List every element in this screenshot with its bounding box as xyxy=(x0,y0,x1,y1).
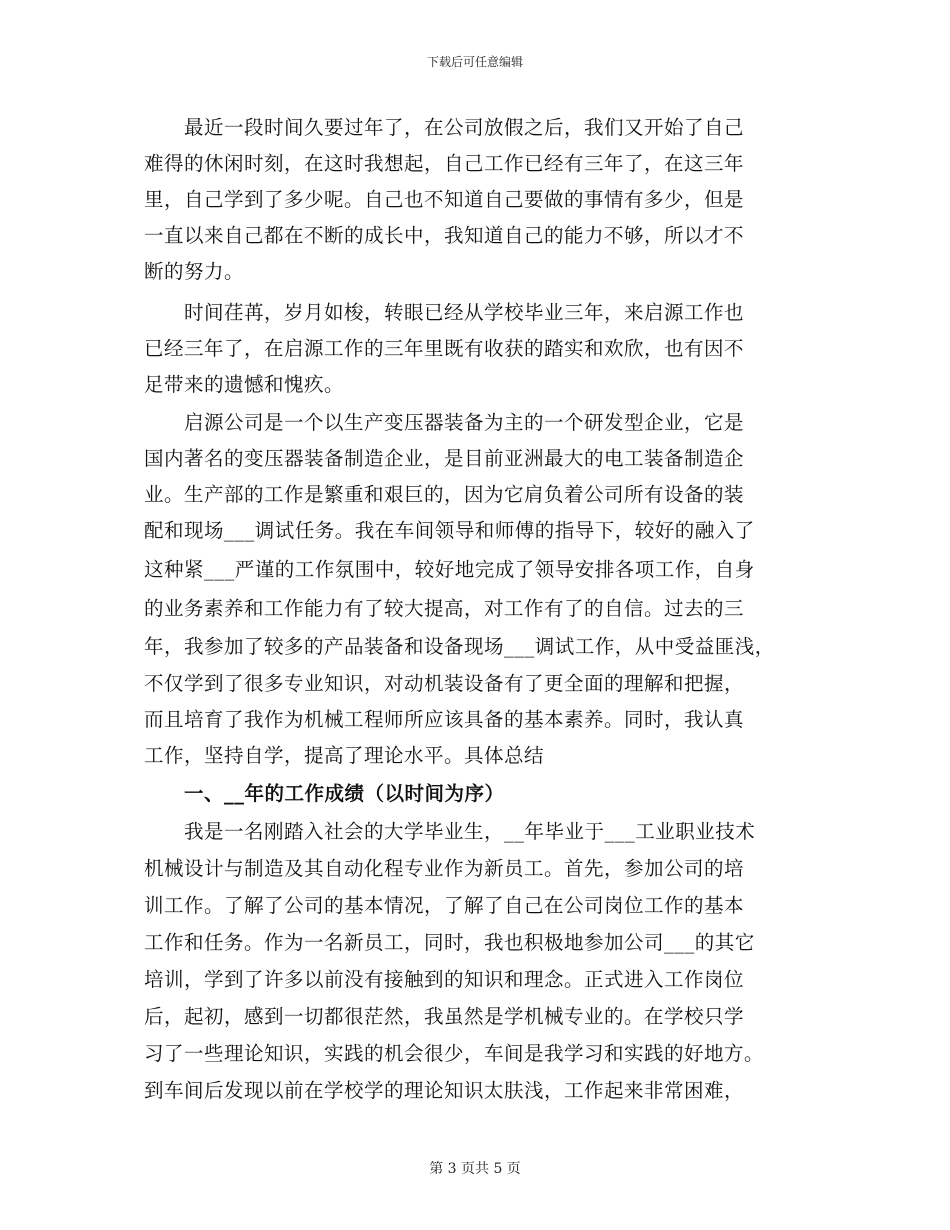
text-line: 业。生产部的工作是繁重和艰巨的，因为它肩负着公司所有设备的装 xyxy=(144,483,745,506)
text-line: 断的努力。 xyxy=(144,260,245,283)
text-line: 习了一些理论知识，实践的机会很少，车间是我学习和实践的好地方。 xyxy=(144,1042,765,1065)
section-heading: 一、__年的工作成绩（以时间为序） xyxy=(144,782,505,805)
text-line: 已经三年了，在启源工作的三年里既有收获的踏实和欢欣，也有因不 xyxy=(144,337,745,360)
page-footer: 第 3 页共 5 页 xyxy=(429,1161,521,1177)
text-line: 而且培育了我作为机械工程师所应该具备的基本素养。同时，我认真 xyxy=(144,708,745,731)
text-line: 后，起初，感到一切都很茫然，我虽然是学机械专业的。在学校只学 xyxy=(144,1005,745,1028)
text-line: 工作和任务。作为一名新员工，同时，我也积极地参加公司___的其它 xyxy=(144,931,755,954)
text-line: 机械设计与制造及其自动化程专业作为新员工。首先，参加公司的培 xyxy=(144,857,745,880)
text-line: 里，自己学到了多少呢。自己也不知道自己要做的事情有多少，但是 xyxy=(144,188,745,211)
text-line: 一直以来自己都在不断的成长中，我知道自己的能力不够，所以才不 xyxy=(144,224,745,247)
text-line: 我是一名刚踏入社会的大学毕业生，__年毕业于___工业职业技术 xyxy=(144,820,756,843)
text-line: 年，我参加了较多的产品装备和设备现场___调试工作，从中受益匪浅， xyxy=(144,635,775,658)
text-line: 这种紧___严谨的工作氛围中，较好地完成了领导安排各项工作，自身 xyxy=(144,558,755,581)
page-header: 下载后可任意编辑 xyxy=(426,55,523,69)
text-line: 启源公司是一个以生产变压器装备为主的一个研发型企业，它是 xyxy=(144,411,745,434)
text-line: 足带来的遗憾和愧疚。 xyxy=(144,373,345,396)
text-line: 不仅学到了很多专业知识，对动机装设备有了更全面的理解和把握， xyxy=(144,672,745,695)
text-line: 到车间后发现以前在学校学的理论知识太肤浅，工作起来非常困难， xyxy=(144,1079,745,1102)
text-line: 难得的休闲时刻，在这时我想起，自己工作已经有三年了，在这三年 xyxy=(144,152,745,175)
text-line: 培训，学到了许多以前没有接触到的知识和理念。正式进入工作岗位 xyxy=(144,968,745,991)
text-line: 最近一段时间久要过年了，在公司放假之后，我们又开始了自己 xyxy=(144,116,745,139)
text-line: 国内著名的变压器装备制造企业，是目前亚洲最大的电工装备制造企 xyxy=(144,447,745,470)
text-line: 训工作。了解了公司的基本情况，了解了自己在公司岗位工作的基本 xyxy=(144,894,745,917)
text-line: 的业务素养和工作能力有了较大提高，对工作有了的自信。过去的三 xyxy=(144,597,745,620)
text-line: 时间荏苒，岁月如梭，转眼已经从学校毕业三年，来启源工作也 xyxy=(144,301,745,324)
text-line: 工作，坚持自学，提高了理论水平。具体总结 xyxy=(144,744,545,767)
text-line: 配和现场___调试任务。我在车间领导和师傅的指导下，较好的融入了 xyxy=(144,519,755,542)
